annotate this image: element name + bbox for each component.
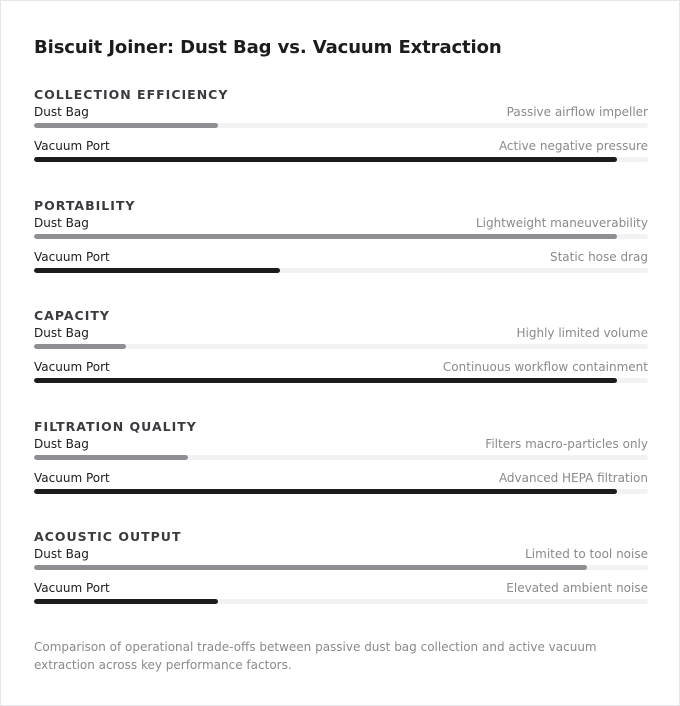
bar-note: Elevated ambient noise xyxy=(506,581,648,595)
metric-section xyxy=(34,87,648,173)
series-label: Vacuum Port xyxy=(34,249,110,264)
bar-note: Continuous workflow containment xyxy=(442,360,648,374)
series-label: Dust Bag xyxy=(34,547,89,561)
bar-fill xyxy=(34,599,218,604)
metric-title: COLLECTION EFFICIENCY xyxy=(34,87,229,102)
bar-fill xyxy=(34,234,617,239)
series-label: Vacuum Port xyxy=(34,360,110,374)
bar-track xyxy=(34,565,648,570)
series-label: Vacuum Port xyxy=(34,470,110,485)
metric-section xyxy=(34,419,648,505)
bar-note: Passive airflow impeller xyxy=(506,105,648,119)
bar-row xyxy=(34,326,648,360)
bar-note: Advanced HEPA filtration xyxy=(498,470,648,485)
bar-track xyxy=(34,378,648,383)
series-label: Vacuum Port xyxy=(34,139,110,153)
bar-fill xyxy=(34,565,587,570)
bar-fill xyxy=(34,378,617,383)
bar-row xyxy=(34,139,648,173)
bar-fill xyxy=(34,123,218,128)
bar-note: Filters macro-particles only xyxy=(485,436,648,451)
bar-row xyxy=(34,581,648,615)
bar-note: Lightweight maneuverability xyxy=(475,215,648,230)
bar-track xyxy=(34,489,648,494)
series-label: Dust Bag xyxy=(34,105,89,119)
bar-row xyxy=(34,471,648,505)
bar-track xyxy=(34,157,648,162)
bar-fill xyxy=(34,157,617,162)
bar-row xyxy=(34,360,648,394)
bar-row xyxy=(34,437,648,471)
metric-title: PORTABILITY xyxy=(34,197,136,213)
series-label: Dust Bag xyxy=(34,326,89,340)
bar-track xyxy=(34,234,648,239)
metric-section xyxy=(34,198,648,284)
metric-title: FILTRATION QUALITY xyxy=(34,418,197,434)
bar-track xyxy=(34,455,648,460)
bar-fill xyxy=(34,455,188,460)
bar-track xyxy=(34,599,648,604)
bar-track xyxy=(34,268,648,273)
bar-note: Active negative pressure xyxy=(498,139,648,153)
series-label: Vacuum Port xyxy=(34,581,110,595)
bar-note: Limited to tool noise xyxy=(525,547,648,561)
series-label: Dust Bag xyxy=(34,436,89,451)
metric-section xyxy=(34,308,648,394)
bar-row xyxy=(34,547,648,581)
metric-title: CAPACITY xyxy=(34,308,110,323)
bar-fill xyxy=(34,489,617,494)
metric-section xyxy=(34,529,648,615)
bar-note: Static hose drag xyxy=(549,249,648,264)
bar-row xyxy=(34,216,648,250)
bar-note: Highly limited volume xyxy=(516,326,648,340)
chart-caption: Comparison of operational trade-offs between passive dust bag collection and active vacuum extraction across key performance factors. xyxy=(34,640,597,672)
bar-row xyxy=(34,105,648,139)
bar-fill xyxy=(34,344,126,349)
metric-title: ACOUSTIC OUTPUT xyxy=(34,529,182,544)
series-label: Dust Bag xyxy=(34,215,89,230)
bar-fill xyxy=(34,268,280,273)
bar-row xyxy=(34,250,648,284)
bar-track xyxy=(34,123,648,128)
chart-title: Biscuit Joiner: Dust Bag vs. Vacuum Extraction xyxy=(34,37,502,58)
bar-track xyxy=(34,344,648,349)
